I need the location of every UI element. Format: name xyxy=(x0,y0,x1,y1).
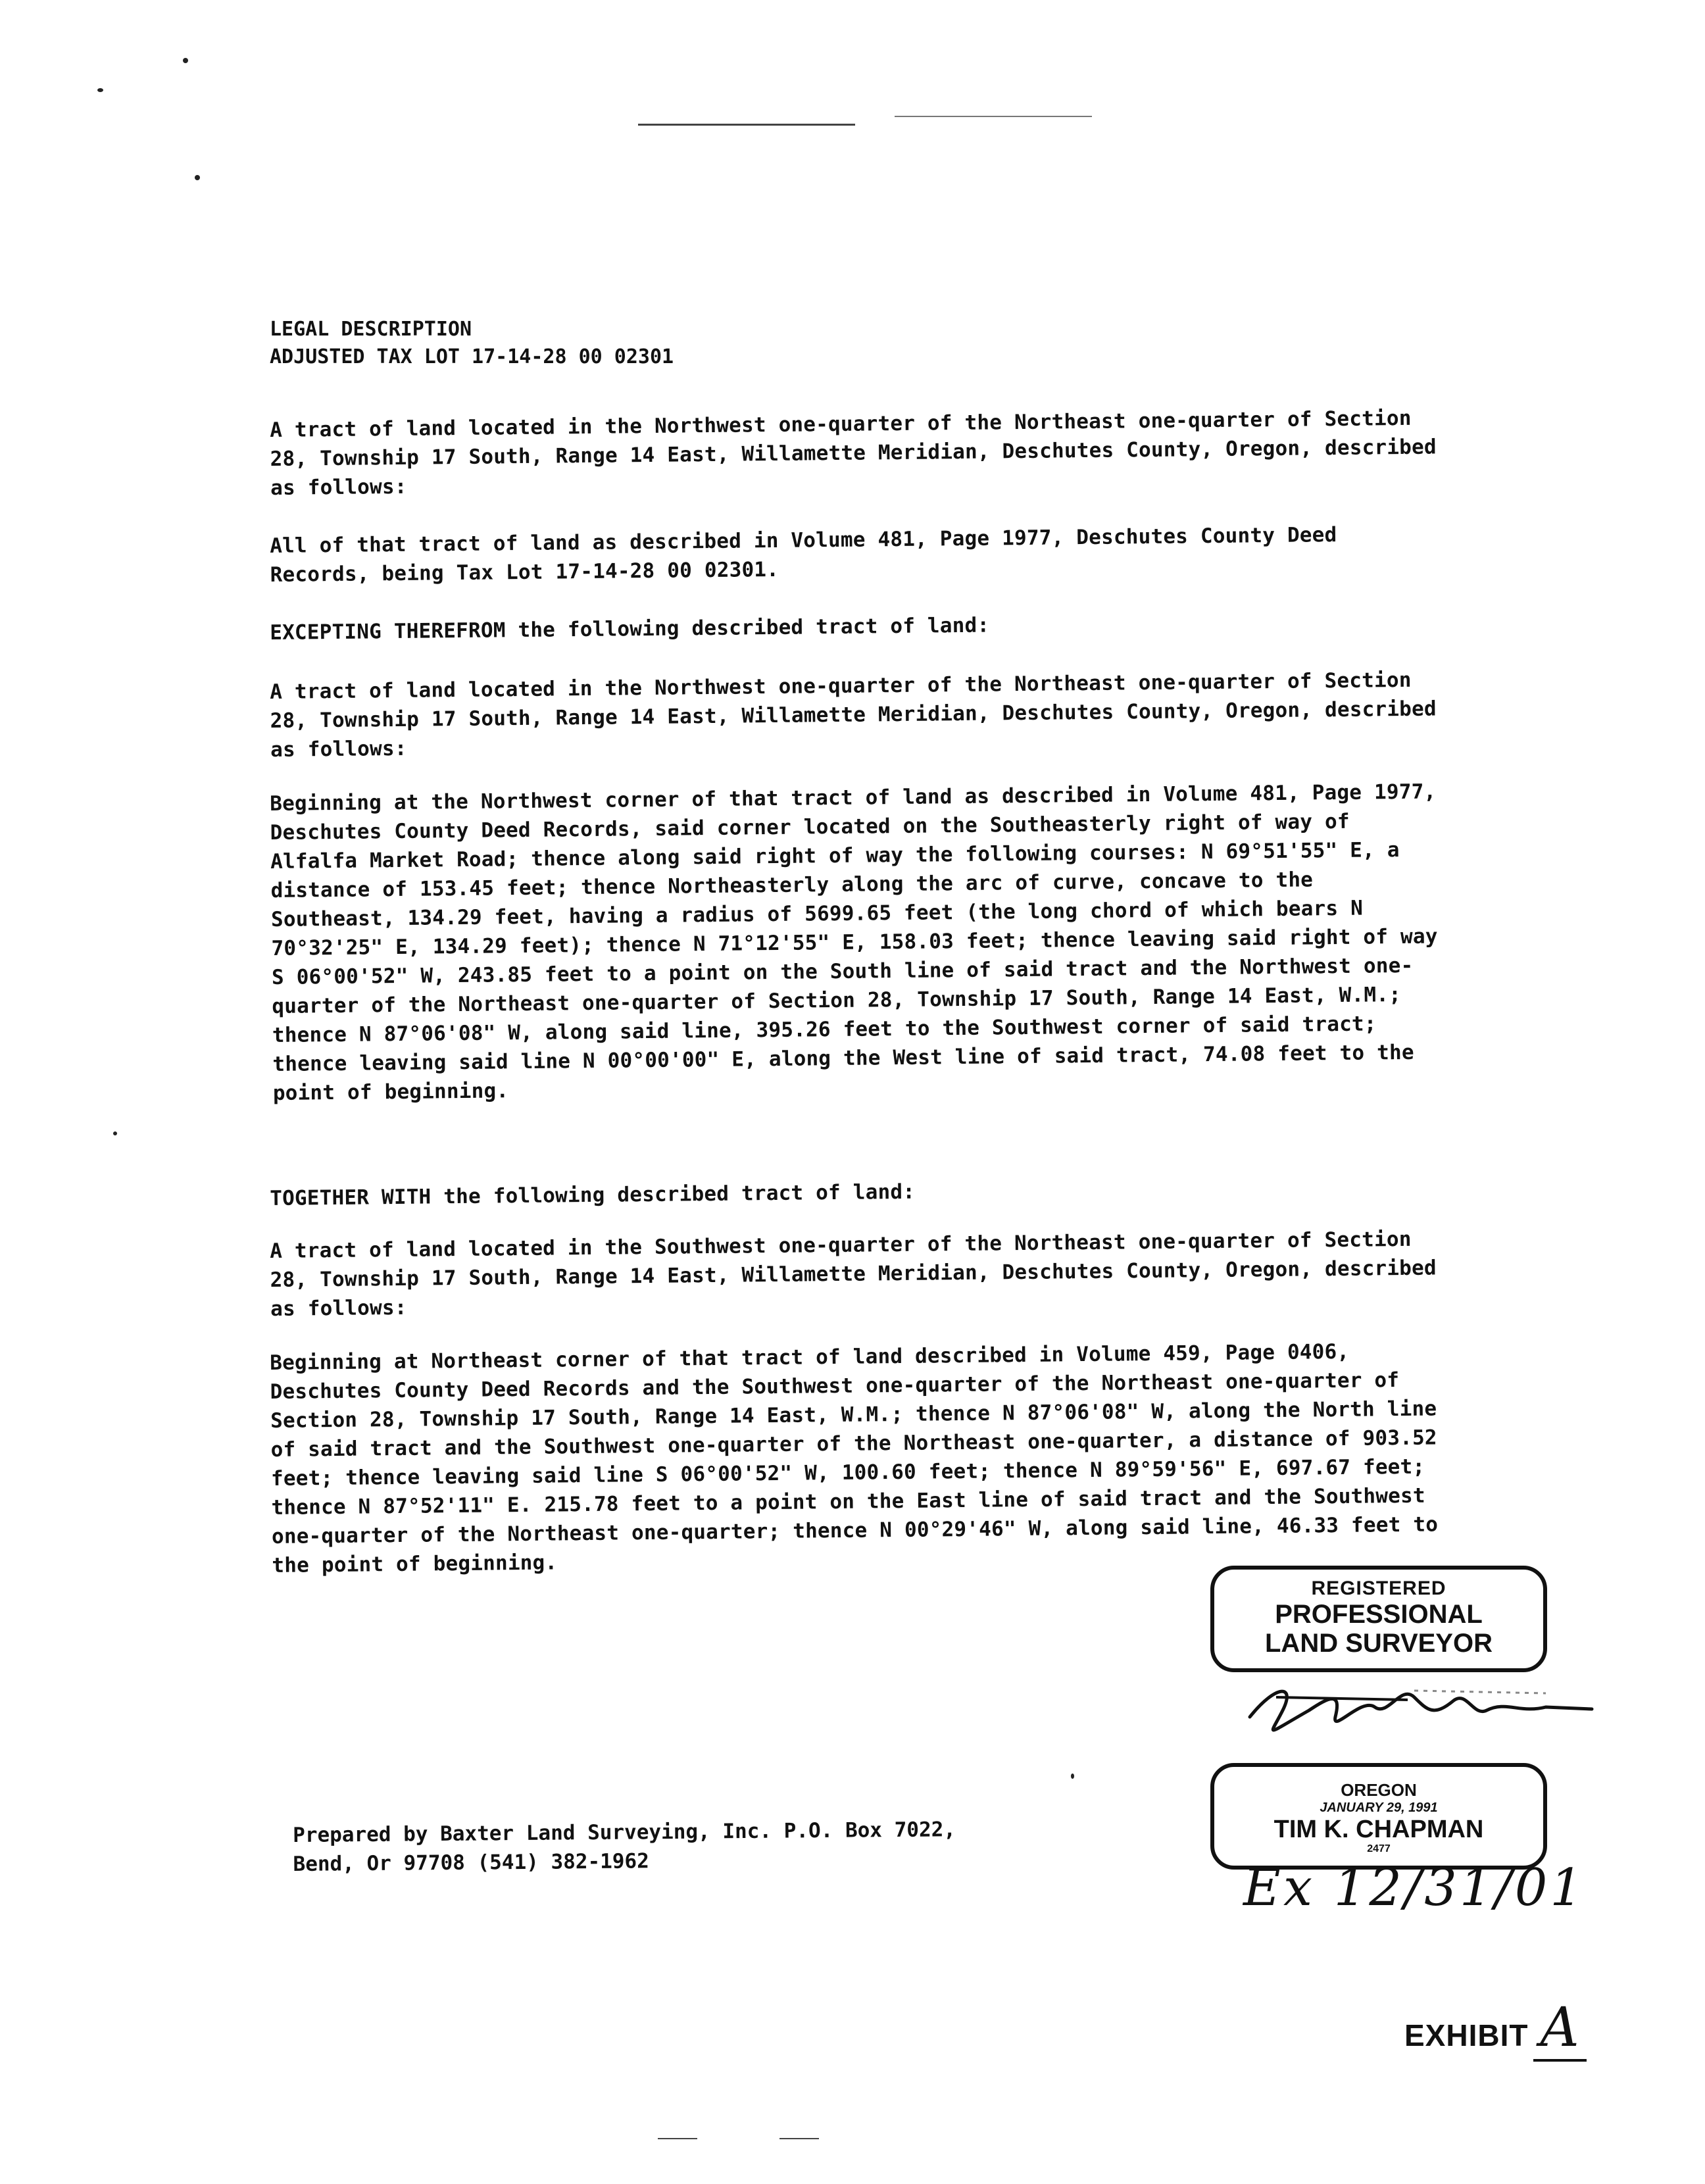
stamp-professional: PROFESSIONAL xyxy=(1275,1600,1483,1629)
paragraph-excepting: EXCEPTING THEREFROM the following described tract of land: xyxy=(270,613,990,645)
exhibit-word: EXHIBIT xyxy=(1404,2018,1529,2052)
footer-line-2: Bend, Or 97708 (541) 382-1962 xyxy=(293,1849,649,1876)
paragraph-excepted-tract-description: Beginning at the Northwest corner of that tract of land as described in Volume 481, Page 1977, Deschutes County Deed Records, said corner located on the Southeasterly right of way of Alfalfa Market Road; thence along said right of way the following courses: N 69°51'55" E, a distance of 153.45 feet; thence Northeasterly along the arc of curve, concave to the Southeast, 134.29 feet, having a radius of 5699.65 feet (the long chord of which bears N 70°32'25" E, 134.29 feet); thence N 71°12'55" E, 158.03 feet; thence leaving said right of way S 06°00'52" W, 243.85 feet to a point on the South line of said tract and the Northwest one-quarter of the Northeast one-quarter of Section 28, Township 17 South, Range 14 East, W.M.; thence N 87°06'08" W, along said line, 395.26 feet to the Southwest corner of said tract; thence leaving said line N 00°00'00" E, along the West line of said tract, 74.08 feet to the point of beginning. xyxy=(270,780,1438,1105)
stamp-license-number: 2477 xyxy=(1367,1843,1391,1854)
stamp-date: JANUARY 29, 1991 xyxy=(1320,1800,1438,1815)
paragraph-together-with: TOGETHER WITH the following described tract of land: xyxy=(270,1179,916,1210)
scan-line xyxy=(658,2138,697,2139)
stamp-land-surveyor: LAND SURVEYOR xyxy=(1265,1629,1493,1658)
heading-tax-lot: ADJUSTED TAX LOT 17-14-28 00 02301 xyxy=(270,345,674,368)
stamp-registered: REGISTERED xyxy=(1311,1577,1446,1599)
scan-speck xyxy=(183,58,188,63)
paragraph-tract-intro: A tract of land located in the Northwest one-quarter of the Northeast one-quarter of Section 28, Township 17 South, Range 14 East, Willamette Meridian, Deschutes County, Oregon, described as follows: xyxy=(270,406,1437,500)
scan-line xyxy=(638,124,855,126)
scan-speck xyxy=(97,88,103,92)
paragraph-excepted-tract-intro: A tract of land located in the Northwest one-quarter of the Northeast one-quarter of Section 28, Township 17 South, Range 14 East, Willamette Meridian, Deschutes County, Oregon, described as follows: xyxy=(270,668,1437,762)
stamp-state: OREGON xyxy=(1341,1780,1417,1800)
scan-speck xyxy=(113,1131,117,1135)
scan-speck xyxy=(195,175,200,180)
scan-speck xyxy=(1071,1774,1074,1779)
scan-line xyxy=(895,116,1092,117)
document-heading xyxy=(270,316,674,371)
paragraph-added-tract-intro: A tract of land located in the Southwest one-quarter of the Northeast one-quarter of Section 28, Township 17 South, Range 14 East, Willamette Meridian, Deschutes County, Oregon, described as follows: xyxy=(270,1227,1437,1321)
paragraph-added-tract-description: Beginning at Northeast corner of that tract of land described in Volume 459, Page 0406, Deschutes County Deed Records and the Southwest one-quarter of the Northeast one-quarter of Section 28, Township 17 South, Range 14 East, W.M.; thence N 87°06'08" W, along the North line of said tract and the Southwest one-quarter of the Northeast one-quarter, a distance of 903.52 feet; thence leaving said line S 06°00'52" W, 100.60 feet; thence N 89°59'56" E, 697.67 feet; thence N 87°52'11" E. 215.78 feet to a point on the East line of said tract and the Southwest one-quarter of the Northeast one-quarter; thence N 00°29'46" W, along said line, 46.33 feet to the point of beginning. xyxy=(270,1339,1439,1577)
heading-title: LEGAL DESCRIPTION xyxy=(270,318,472,341)
exhibit-letter: A xyxy=(1533,1997,1586,2062)
exhibit-label xyxy=(1404,1997,1587,2059)
stamp-license-box xyxy=(1210,1763,1547,1870)
prepared-by-footer xyxy=(293,1815,956,1879)
surveyor-signature xyxy=(1237,1671,1605,1743)
footer-line-1: Prepared by Baxter Land Surveying, Inc. P.O. Box 7022, xyxy=(293,1818,956,1847)
handwritten-expiration-note: Ex 12/31/01 xyxy=(1243,1858,1586,1918)
scan-line xyxy=(779,2138,819,2139)
stamp-title-box xyxy=(1210,1566,1547,1672)
paragraph-volume-reference: All of that tract of land as described in Volume 481, Page 1977, Deschutes County Deed Records, being Tax Lot 17-14-28 00 02301. xyxy=(270,523,1337,587)
stamp-surveyor-name: TIM K. CHAPMAN xyxy=(1273,1816,1484,1843)
